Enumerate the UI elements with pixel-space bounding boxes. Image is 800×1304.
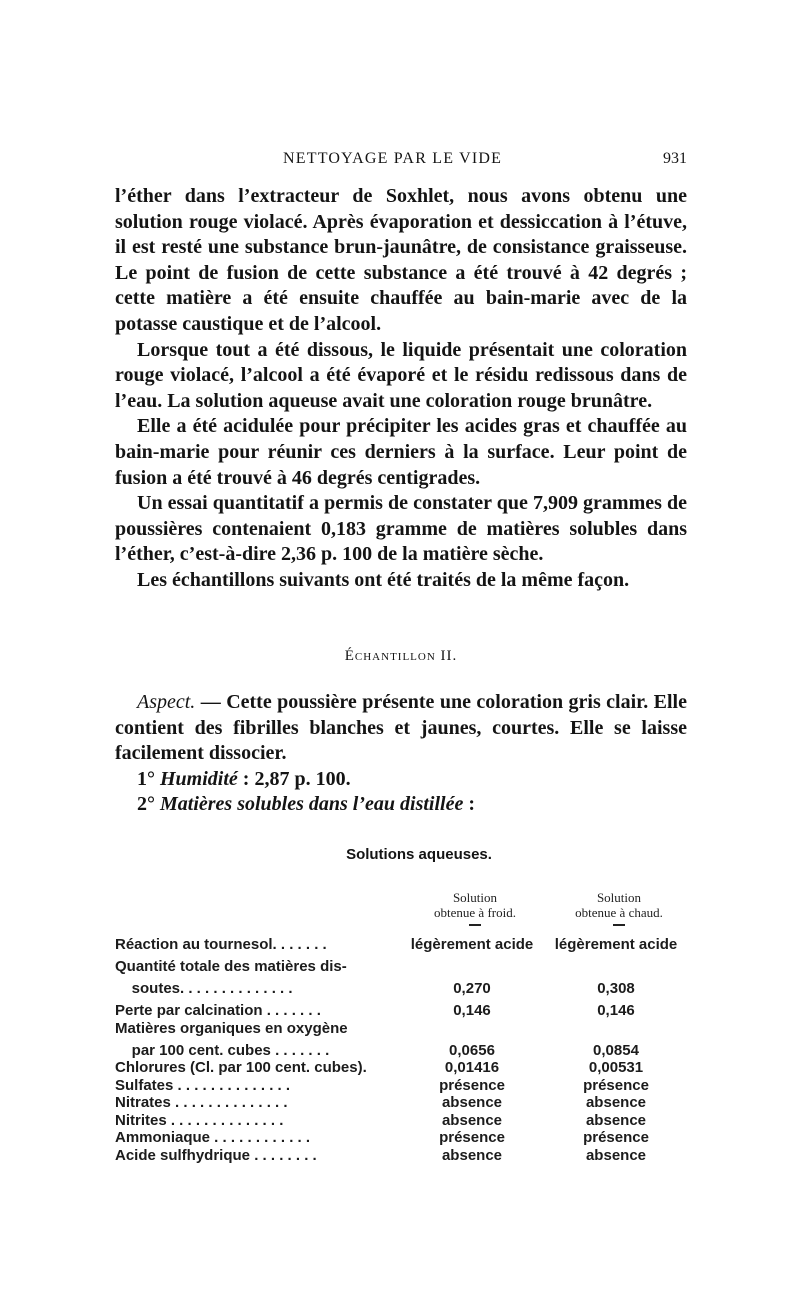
cold-value: 0,01416 <box>444 1059 500 1076</box>
column-header-cold <box>405 890 545 926</box>
hot-value: présence <box>583 1076 649 1094</box>
item-number: 2° <box>137 793 155 816</box>
cold-value: 0,270 <box>453 980 491 997</box>
column-header-line: obtenue à chaud. <box>575 905 663 920</box>
paragraph: Lorsque tout a été dissous, le liquide présentait une coloration rouge violacé, l’alcool a été évaporé et le résidu redissous dans de l’eau. La solution aqueuse avait une coloration rouge brunâtre. <box>115 338 687 412</box>
row-label: Matières organiques en oxygène <box>115 1019 348 1037</box>
table-row <box>115 1077 687 1095</box>
page-number: 931 <box>663 150 687 167</box>
item-value: : 2,87 p. 100. <box>237 767 351 790</box>
row-label: Quantité totale des matières dis- <box>115 958 347 975</box>
hot-value: légèrement acide <box>554 936 678 953</box>
cold-value: présence <box>439 1076 505 1094</box>
table-row <box>115 1094 687 1112</box>
table-row <box>115 1002 687 1020</box>
row-label: par 100 cent. cubes . . . . . . . <box>115 1041 330 1059</box>
table-row <box>115 980 687 1002</box>
hot-value: 0,308 <box>597 980 635 997</box>
table-row <box>115 1020 687 1042</box>
row-label: Réaction au tournesol. . . . . . . <box>115 936 327 953</box>
column-header-line: obtenue à froid. <box>434 905 516 920</box>
column-divider <box>613 924 625 926</box>
table-row <box>115 1042 687 1060</box>
table-row <box>115 936 687 958</box>
aspect-block <box>115 690 687 818</box>
item-soluble <box>115 792 687 818</box>
row-label: Ammoniaque . . . . . . . . . . . . <box>115 1129 311 1146</box>
paragraph: Les échantillons suivants ont été traités de la même façon. <box>137 568 630 591</box>
row-label: Sulfates . . . . . . . . . . . . . . <box>115 1076 291 1094</box>
paragraph: Elle a été acidulée pour précipiter les acides gras et chauffée au bain-marie pour réunir ces derniers à la surface. Leur point de fusion a été trouvé à 46 degrés centigrades. <box>115 415 687 489</box>
hot-value: absence <box>585 1111 647 1129</box>
results-table <box>115 936 687 1164</box>
cold-value: absence <box>441 1094 503 1111</box>
item-suffix: : <box>463 793 476 816</box>
hot-value: 0,00531 <box>588 1059 644 1076</box>
item-number: 1° <box>137 767 155 790</box>
section-heading: Échantillon II. <box>344 648 458 664</box>
table-row <box>115 1129 687 1147</box>
row-label: Acide sulfhydrique . . . . . . . . <box>115 1146 317 1164</box>
row-label: soutes. . . . . . . . . . . . . . <box>115 980 293 997</box>
column-header-line: Solution <box>596 890 642 905</box>
hot-value: absence <box>585 1146 647 1164</box>
cold-value: absence <box>441 1146 503 1164</box>
table-row <box>115 1112 687 1130</box>
running-title: NETTOYAGE PAR LE VIDE <box>283 150 503 167</box>
aspect-text: — Cette poussière présente une coloration gris clair. Elle contient des fibrilles blanches et jaunes, courtes. Elle se laisse facilement dissocier. <box>115 691 687 765</box>
paragraph: Un essai quantitatif a permis de constater que 7,909 grammes de poussières contenaient 0,183 gramme de matières solubles dans l’éther, c’est-à-dire 2,36 p. 100 de la matière sèche. <box>115 492 687 566</box>
column-header-hot <box>549 890 689 926</box>
cold-value: présence <box>439 1129 505 1146</box>
row-label: Nitrites . . . . . . . . . . . . . . <box>115 1111 284 1129</box>
hot-value: 0,146 <box>597 1002 635 1019</box>
table-row <box>115 1147 687 1165</box>
row-label: Nitrates . . . . . . . . . . . . . . <box>115 1094 288 1111</box>
row-label: Perte par calcination . . . . . . . <box>115 1002 321 1019</box>
running-head <box>115 150 687 172</box>
table-row <box>115 1059 687 1077</box>
cold-value: absence <box>441 1111 503 1129</box>
hot-value: présence <box>583 1129 649 1146</box>
aspect-paragraph <box>115 690 687 767</box>
hot-value: 0,0854 <box>593 1041 639 1059</box>
cold-value: 0,146 <box>453 1002 491 1019</box>
item-humidity <box>115 767 687 793</box>
cold-value: légèrement acide <box>410 936 534 953</box>
column-header-line: Solution <box>452 890 498 905</box>
hot-value: absence <box>585 1094 647 1111</box>
table-caption: Solutions aqueuses. <box>346 846 492 863</box>
item-label: Humidité <box>160 767 238 790</box>
column-divider <box>469 924 481 926</box>
table-row <box>115 958 687 980</box>
aspect-label: Aspect. <box>137 691 196 713</box>
body-text <box>115 184 687 594</box>
paragraph: l’éther dans l’extracteur de Soxhlet, nous avons obtenu une solution rouge violacé. Après évaporation et dessiccation à l’étuve, il est resté une substance brun-jaunâtre, de consistance graisseuse. Le point de fusion de cette substance a été trouvé à 42 degrés ; cette matière a été ensuite chauffée au bain-marie avec de la potasse caustique et de l’alcool. <box>115 185 687 335</box>
cold-value: 0,0656 <box>449 1041 495 1059</box>
row-label: Chlorures (Cl. par 100 cent. cubes). <box>115 1059 367 1076</box>
item-label: Matières solubles dans l’eau distillée <box>160 793 464 816</box>
